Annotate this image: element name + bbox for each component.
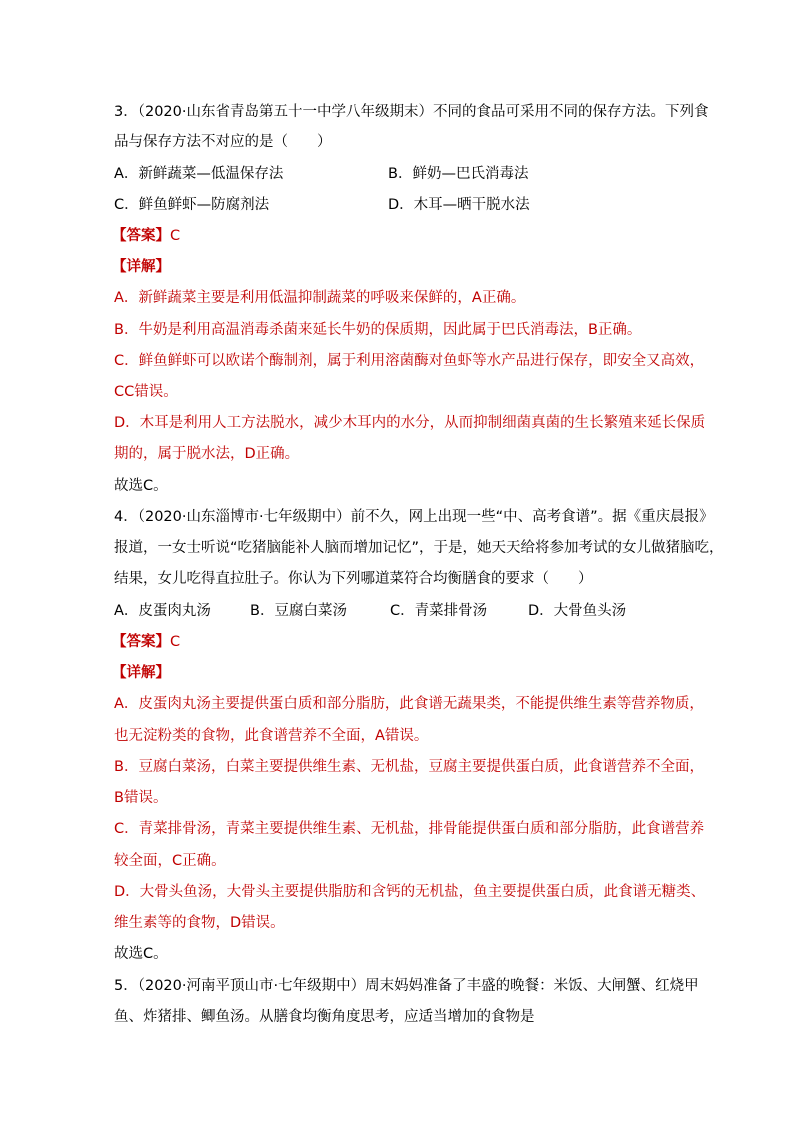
q3-explanation-line-5: D．木耳是利用人工方法脱水，减少木耳内的水分，从而抑制细菌真菌的生长繁殖来延长保质 — [114, 415, 706, 431]
q4-explanation-line-5: C．青菜排骨汤，青菜主要提供维生素、无机盐，排骨能提供蛋白质和部分脂肪，此食谱营养 — [114, 821, 705, 837]
q3-explanation-line-6: 期的，属于脱水法，D正确。 — [114, 446, 300, 462]
q5-stem-line-1: 5．（2020·河南平顶山市·七年级期中）周末妈妈准备了丰盛的晚餐：米饭、大闸蟹、红烧甲 — [114, 978, 699, 994]
q3-stem-line-1: 3．（2020·山东省青岛第五十一中学八年级期末）不同的食品可采用不同的保存方法。下列食 — [114, 104, 709, 120]
q3-option-b: B．鲜奶—巴氏消毒法 — [388, 166, 529, 182]
q4-option-d: D．大骨鱼头汤 — [528, 603, 627, 619]
q4-explanation-line-7: D．大骨头鱼汤，大骨头主要提供脂肪和含钙的无机盐，鱼主要提供蛋白质，此食谱无糖类、 — [114, 884, 706, 900]
q4-option-b: B．豆腐白菜汤 — [250, 603, 347, 619]
q3-conclusion: 故选C。 — [114, 478, 168, 494]
q3-answer-value: C — [170, 228, 181, 244]
q4-detail-label: 【详解】 — [112, 665, 170, 681]
q4-conclusion: 故选C。 — [114, 946, 168, 962]
q3-option-c: C．鲜鱼鲜虾—防腐剂法 — [114, 197, 270, 213]
q4-explanation-line-6: 较全面，C正确。 — [114, 853, 226, 869]
q3-option-d: D．木耳—晒干脱水法 — [388, 197, 530, 213]
q3-explanation-line-2: B．牛奶是利用高温消毒杀菌来延长牛奶的保质期，因此属于巴氏消毒法，B正确。 — [114, 322, 642, 338]
q3-answer-label: 【答案】 — [112, 228, 170, 244]
q4-option-c: C．青菜排骨汤 — [390, 603, 488, 619]
q4-explanation-line-1: A．皮蛋肉丸汤主要提供蛋白质和部分脂肪，此食谱无蔬果类，不能提供维生素等营养物质， — [114, 696, 704, 712]
q4-answer-row — [112, 632, 180, 652]
q3-answer-row — [112, 226, 180, 246]
q4-stem-line-1: 4．（2020·山东淄博市·七年级期中）前不久，网上出现一些“中、高考食谱”。据《重庆晨报》 — [114, 509, 714, 525]
q3-explanation-line-3: C．鲜鱼鲜虾可以欧诺个酶制剂，属于利用溶菌酶对鱼虾等水产品进行保存，即安全又高效， — [114, 353, 705, 369]
q3-option-a: A．新鲜蔬菜—低温保存法 — [114, 166, 284, 182]
q5-stem-line-2: 鱼、炸猪排、鲫鱼汤。从膳食均衡角度思考，应适当增加的食物是 — [114, 1009, 535, 1025]
q4-stem-line-2: 报道，一女士听说“吃猪脑能补人脑而增加记忆”，于是，她天天给将参加考试的女儿做猪脑吃， — [114, 540, 724, 556]
q4-stem-line-3: 结果，女儿吃得直拉肚子。你认为下列哪道菜符合均衡膳食的要求（ ） — [114, 571, 593, 587]
q4-answer-label: 【答案】 — [112, 634, 170, 650]
q3-stem-line-2: 品与保存方法不对应的是（ ） — [114, 134, 332, 150]
q3-explanation-line-1: A．新鲜蔬菜主要是利用低温抑制蔬菜的呼吸来保鲜的，A正确。 — [114, 290, 526, 306]
q3-explanation-line-4: CC错误。 — [114, 384, 178, 400]
q3-detail-label: 【详解】 — [112, 259, 170, 275]
q4-explanation-line-3: B．豆腐白菜汤，白菜主要提供维生素、无机盐，豆腐主要提供蛋白质，此食谱营养不全面， — [114, 759, 704, 775]
q4-answer-value: C — [170, 634, 181, 650]
q4-explanation-line-2: 也无淀粉类的食物，此食谱营养不全面，A错误。 — [114, 728, 429, 744]
q4-explanation-line-8: 维生素等的食物，D错误。 — [114, 915, 285, 931]
q4-option-a: A．皮蛋肉丸汤 — [114, 603, 211, 619]
q4-explanation-line-4: B错误。 — [114, 790, 168, 806]
